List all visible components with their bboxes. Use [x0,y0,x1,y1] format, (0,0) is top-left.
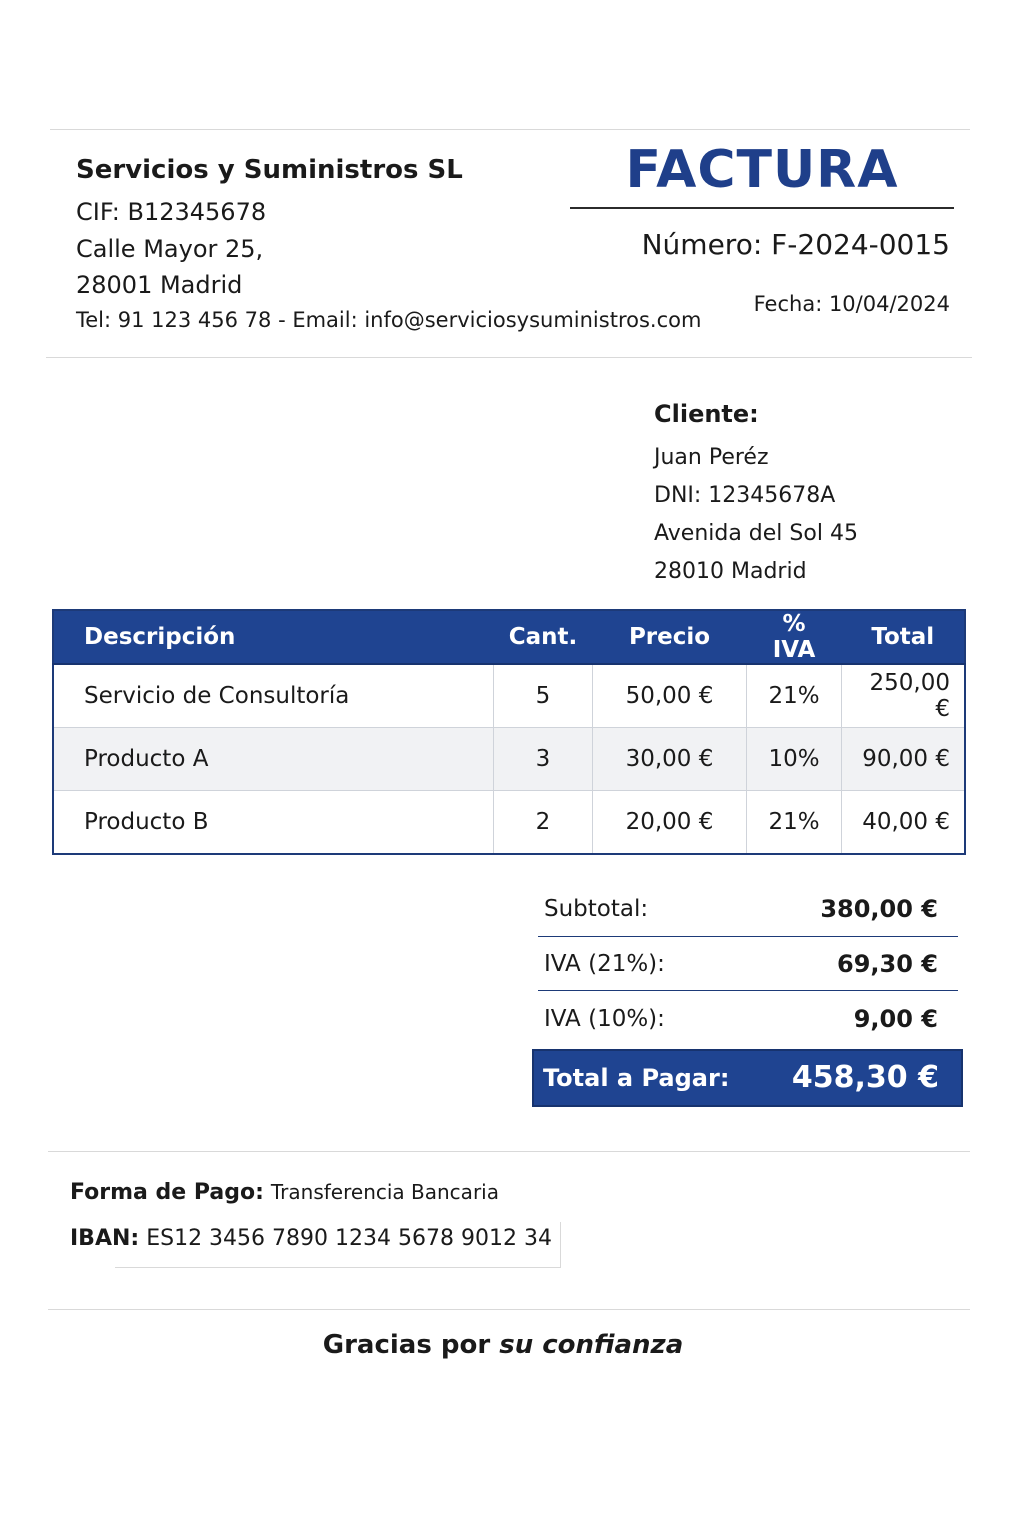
cell-total: 250,00 € [842,664,966,728]
header-description: Descripción [53,610,494,664]
header-total: Total [842,610,966,664]
iban-label: IBAN: [70,1226,140,1251]
header-quantity: Cant. [494,610,593,664]
title-underline [570,207,954,209]
cell-price: 20,00 € [593,791,747,855]
header-iva: % IVA [747,610,842,664]
cell-description: Producto B [53,791,494,855]
invoice-date: Fecha: 10/04/2024 [753,292,950,316]
table-header-row [53,610,965,664]
document-title: FACTURA [625,140,899,200]
iva21-value: 69,30 € [837,950,938,978]
company-name: Servicios y Suministros SL [76,155,463,185]
cell-description: Servicio de Consultoría [53,664,494,728]
company-city: 28001 Madrid [76,271,243,299]
thanks-part-1: Gracias por [322,1330,491,1360]
totals-divider [48,1151,970,1152]
iva21-label: IVA (21%): [544,951,665,977]
client-dni: DNI: 12345678A [654,483,836,508]
payment-method [70,1180,499,1205]
table-row [53,664,965,728]
iban-underline [115,1267,561,1268]
client-name: Juan Peréz [654,445,769,470]
grand-total-box [532,1049,963,1107]
cell-iva: 10% [747,728,842,791]
top-divider [50,129,970,130]
subtotal-rule [538,936,958,937]
iban-value: ES12 3456 7890 1234 5678 9012 34 [146,1226,552,1251]
header-divider [46,357,972,358]
cell-quantity: 2 [494,791,593,855]
cell-iva: 21% [747,791,842,855]
invoice-number: Número: F-2024-0015 [641,228,950,261]
cell-description: Producto A [53,728,494,791]
table-row [53,728,965,791]
client-city: 28010 Madrid [654,559,807,584]
cell-quantity: 5 [494,664,593,728]
iva21-rule [538,990,958,991]
subtotal-label: Subtotal: [544,896,649,922]
company-cif: CIF: B12345678 [76,198,267,226]
footer-divider [48,1309,970,1310]
items-table [52,609,966,855]
cell-quantity: 3 [494,728,593,791]
cell-price: 50,00 € [593,664,747,728]
thanks-message [0,1330,1006,1360]
iva10-label: IVA (10%): [544,1006,665,1032]
grand-total-label: Total a Pagar: [543,1064,730,1092]
payment-iban [70,1226,552,1251]
grand-total-value: 458,30 € [791,1060,939,1095]
cell-price: 30,00 € [593,728,747,791]
table-row [53,791,965,855]
iban-side-rule [560,1222,561,1268]
thanks-part-2: su confianza [499,1330,684,1360]
iva10-value: 9,00 € [853,1005,938,1033]
company-address: Calle Mayor 25, [76,235,264,263]
cell-total: 40,00 € [842,791,966,855]
header-price: Precio [593,610,747,664]
payment-method-label: Forma de Pago: [70,1180,264,1205]
client-address: Avenida del Sol 45 [654,521,858,546]
cell-iva: 21% [747,664,842,728]
payment-method-value: Transferencia Bancaria [270,1180,499,1204]
company-contact: Tel: 91 123 456 78 - Email: info@serviciosysuministros.com [76,308,702,332]
cell-total: 90,00 € [842,728,966,791]
subtotal-value: 380,00 € [820,895,938,923]
client-heading: Cliente: [654,400,759,428]
